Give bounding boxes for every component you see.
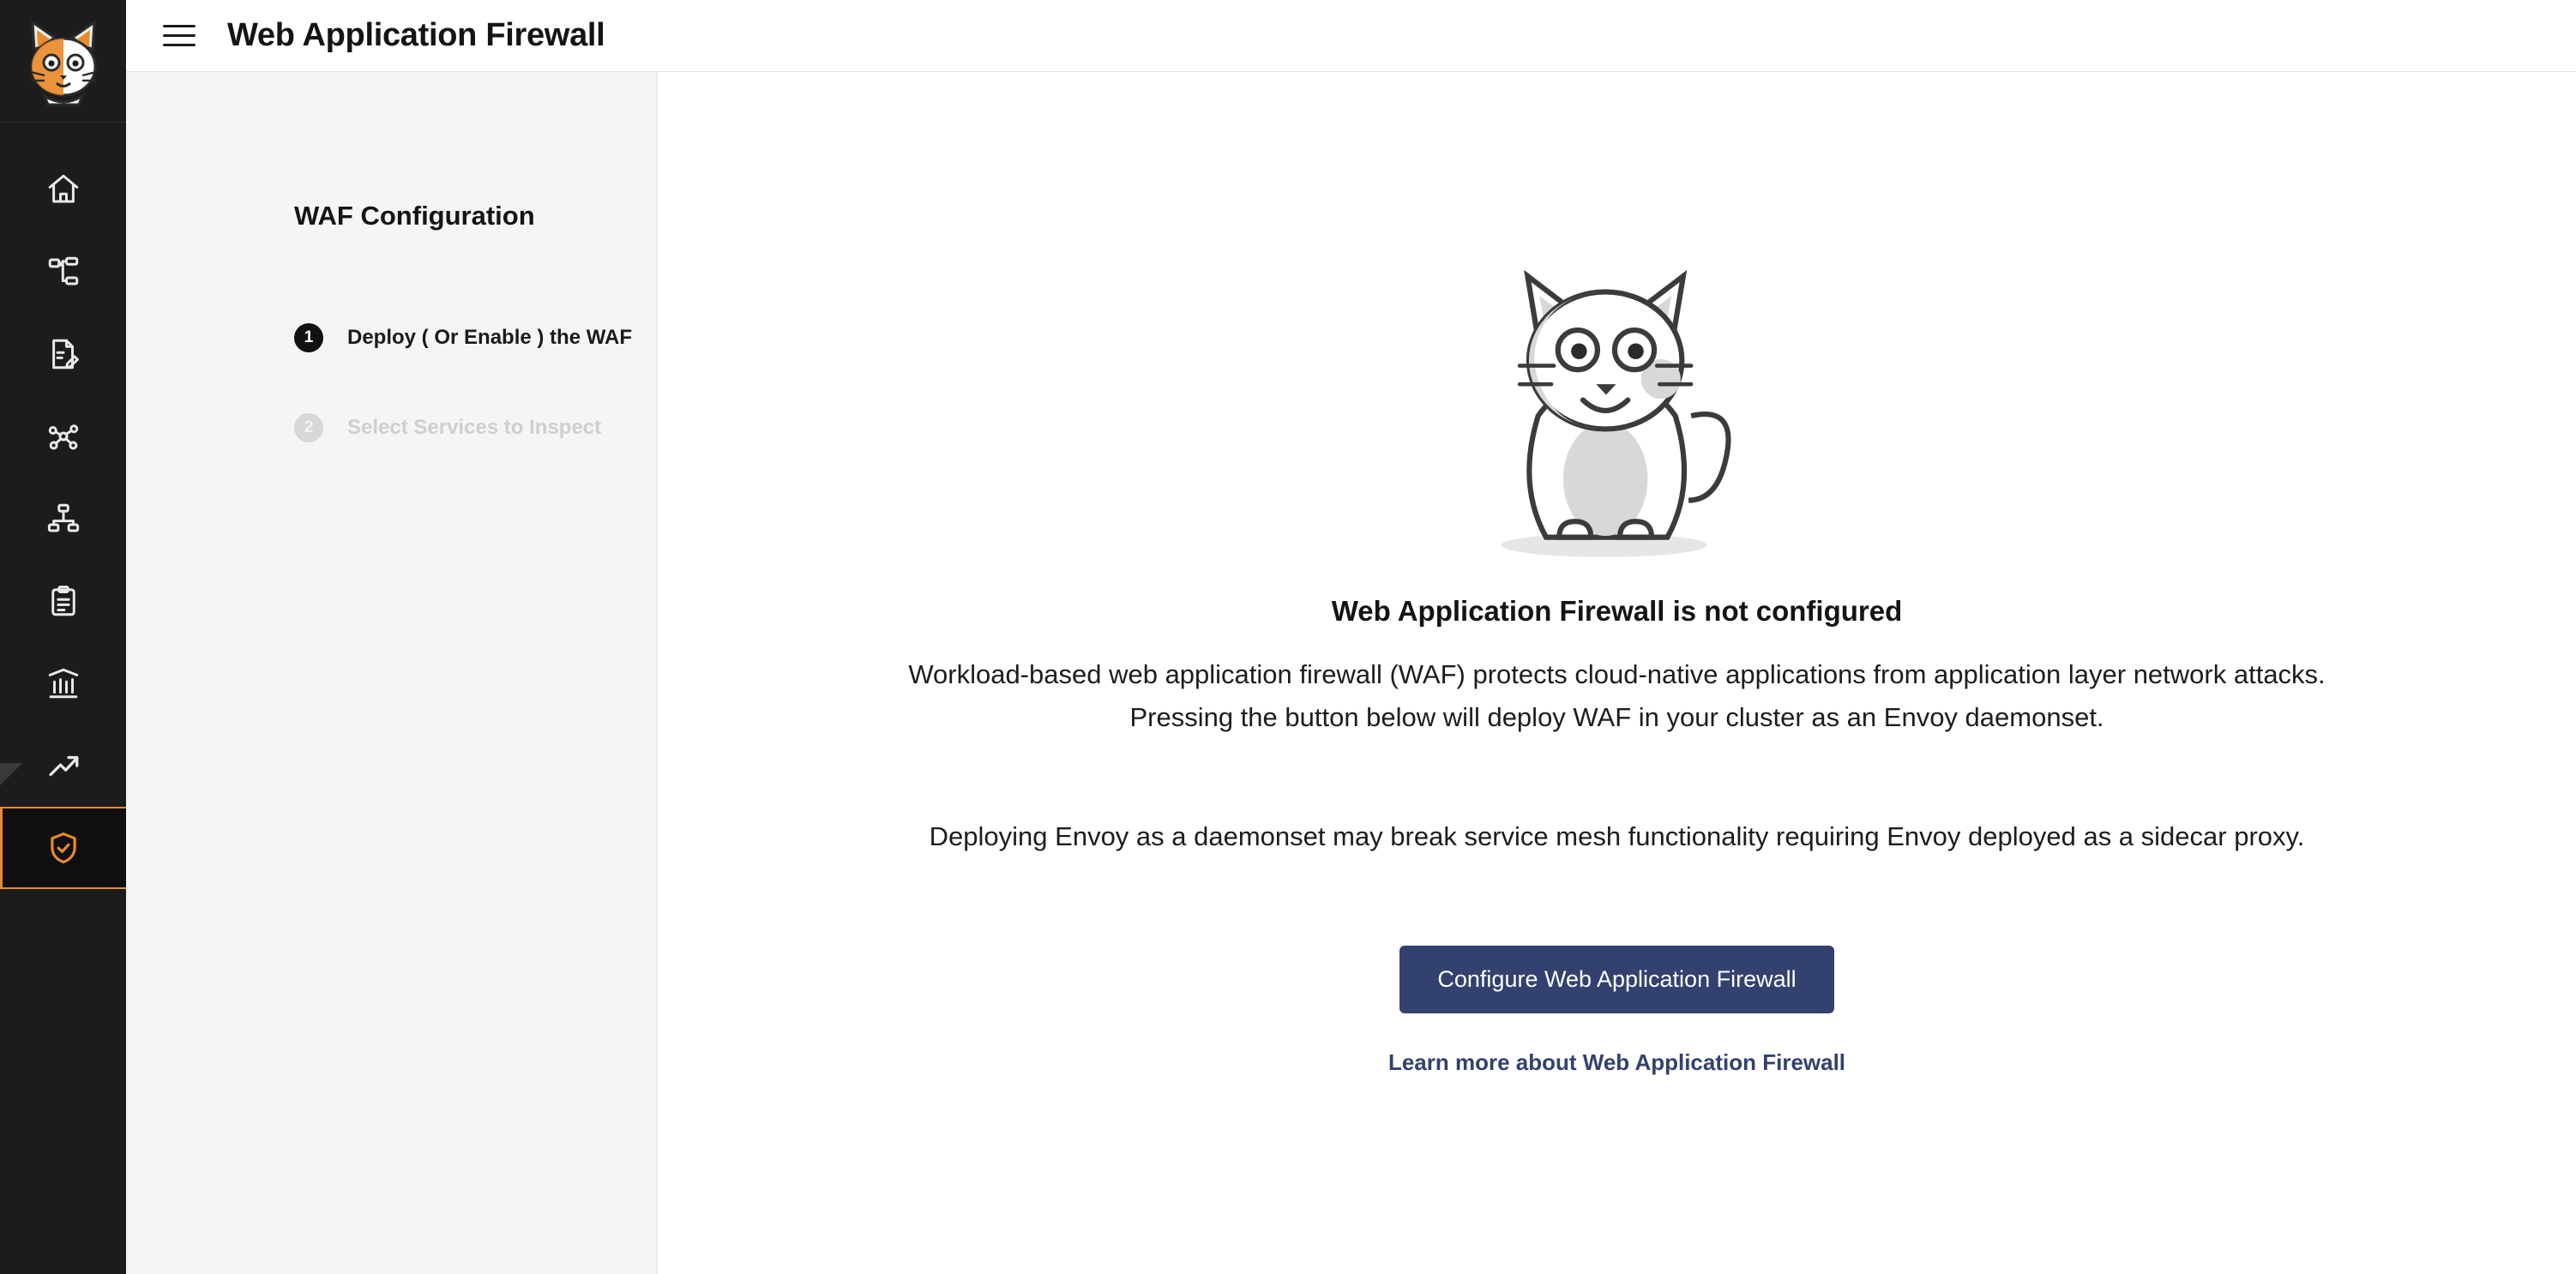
sidebar-item-clusters[interactable] [0,478,126,560]
step-label-deploy: Deploy ( Or Enable ) the WAF [347,326,633,349]
cat-logo[interactable] [0,0,126,123]
learn-more-link[interactable]: Learn more about Web Application Firewall [1387,1049,1846,1075]
top-bar [126,0,2576,72]
sidebar-item-network-map[interactable] [0,395,126,478]
trending-up-icon [45,748,81,784]
empty-state-title: Web Application Firewall is not configured [1331,595,1903,627]
network-nodes-icon [45,418,81,454]
empty-state-panel [658,72,2576,1274]
sitemap-icon [45,254,81,290]
sidebar-item-compliance[interactable] [0,560,126,642]
empty-state-paragraph-2: Deploying Envoy as a daemonset may break service mesh functionality requiring Envoy deployed as a sidecar proxy. [929,821,2305,852]
cat-illustration [1446,216,1789,576]
empty-state-paragraph-1: Workload-based web application firewall (WAF) protects cloud-native applications from application layer network attacks. Pressing the button below will deploy WAF in your cluster as an Envoy daemonset. [908,659,2326,733]
home-icon [45,171,81,207]
sidebar-item-security[interactable] [0,807,126,889]
wizard-step-deploy[interactable] [126,313,657,363]
shield-check-icon [45,830,81,866]
waf-configuration-sidebar [126,72,658,1274]
sidebar-item-topology[interactable] [0,231,126,313]
configure-waf-button[interactable]: Configure Web Application Firewall [1399,946,1833,1013]
body-row [126,72,2576,1274]
clipboard-list-icon [45,583,81,619]
rail-resize-handle[interactable] [0,763,22,785]
wizard-step-select-services [126,403,657,453]
hamburger-menu-icon[interactable] [160,16,200,56]
sidebar-item-reports[interactable] [0,642,126,724]
bar-chart-icon [45,665,81,701]
main-column [126,0,2576,1274]
step-label-select-services: Select Services to Inspect [347,416,602,439]
primary-nav-rail [0,0,126,1274]
sidebar-item-home[interactable] [0,148,126,231]
step-number-2: 2 [294,413,323,442]
step-number-1: 1 [294,323,323,352]
page-title: Web Application Firewall [227,17,605,53]
document-edit-icon [45,336,81,372]
sidebar-item-policies[interactable] [0,313,126,395]
hierarchy-icon [45,501,81,537]
wizard-steps [126,313,657,453]
wizard-heading: WAF Configuration [294,201,535,231]
